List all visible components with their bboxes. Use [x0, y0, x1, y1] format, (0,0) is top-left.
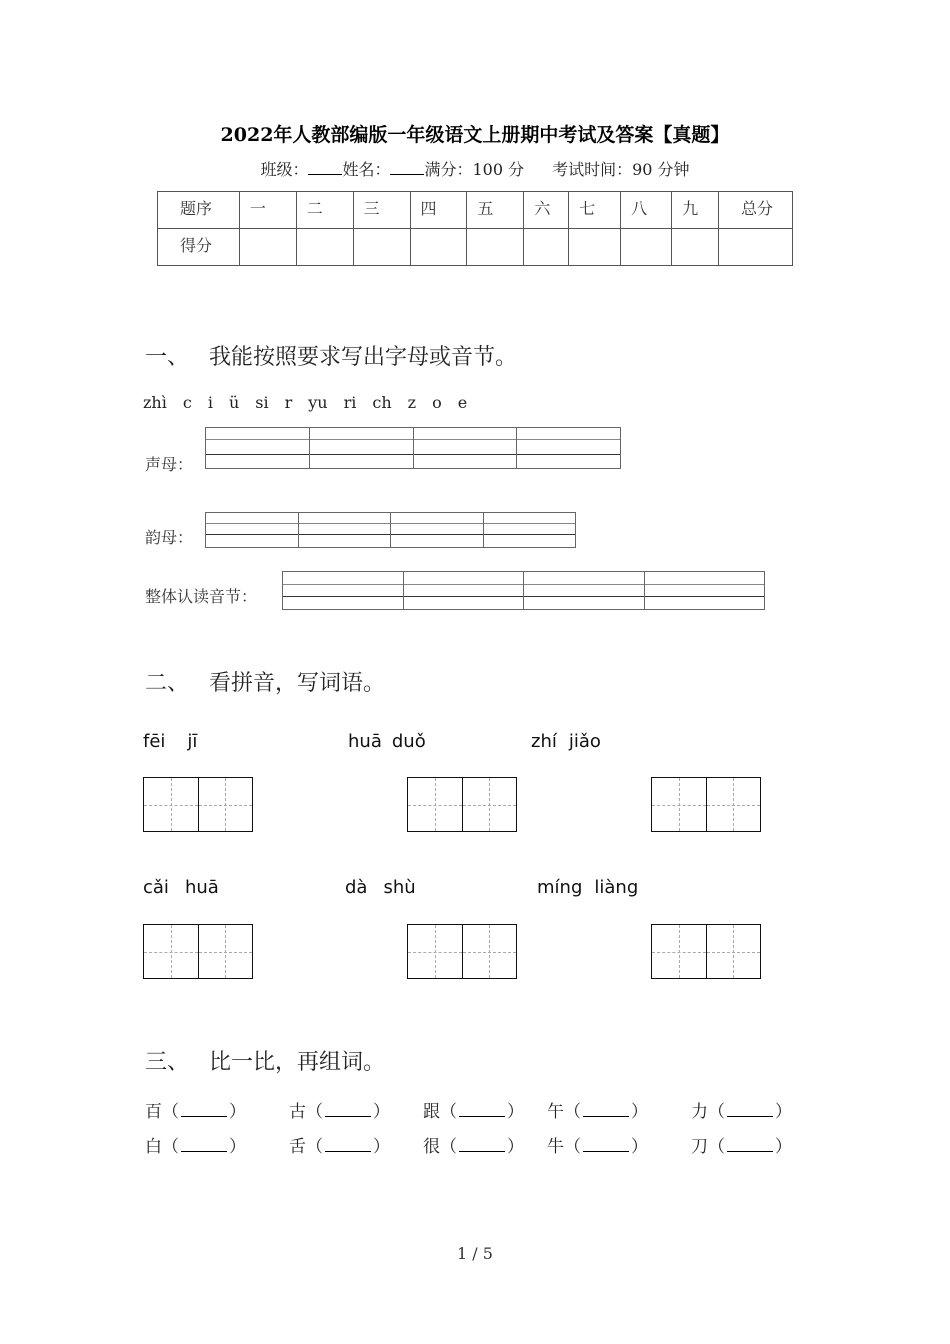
yunmu-writing-grid[interactable]: [205, 512, 576, 548]
score-input[interactable]: [719, 229, 793, 266]
compare-item: 牛（ ）: [547, 1137, 648, 1157]
score-cell: 二: [296, 192, 353, 229]
score-input[interactable]: [467, 229, 524, 266]
letter: yu: [308, 393, 328, 412]
section2-heading: [145, 666, 385, 697]
exam-time: 考试时间：90 分钟: [552, 160, 690, 179]
word-pinyin: dà shù: [345, 877, 416, 898]
letter: i: [207, 393, 213, 412]
score-cell: 总分: [719, 192, 793, 229]
section2-num: 二、: [145, 671, 190, 696]
letter: c: [182, 393, 192, 412]
word-pinyin: míng liàng: [537, 877, 639, 898]
shengmu-writing-grid[interactable]: [205, 427, 621, 469]
zhengti-label: 整体认读音节：: [145, 587, 258, 606]
score-input[interactable]: [524, 229, 569, 266]
name-label: 姓名：: [342, 160, 391, 179]
compare-item: 力（ ）: [691, 1102, 792, 1122]
score-row: [158, 229, 793, 266]
score-cell: 七: [569, 192, 621, 229]
page-title: 2022年人教部编版一年级语文上册期中考试及答案【真题】: [220, 124, 730, 146]
section2-title: 看拼音，写词语。: [209, 671, 386, 696]
tianzige-box[interactable]: [651, 777, 761, 832]
word-pinyin: fēi jī: [143, 731, 198, 752]
letter: ri: [343, 393, 357, 412]
score-cell: 九: [672, 192, 719, 229]
word-pinyin: cǎi huā: [143, 877, 219, 898]
tianzige-box[interactable]: [143, 777, 253, 832]
section1-num: 一、: [145, 345, 190, 370]
score-cell: 三: [353, 192, 410, 229]
yunmu-label: 韵母：: [145, 528, 194, 547]
score-input[interactable]: [569, 229, 621, 266]
score-cell: 八: [621, 192, 672, 229]
score-table: [157, 191, 793, 266]
score-input[interactable]: [410, 229, 467, 266]
compare-item: 午（ ）: [547, 1102, 648, 1122]
word-pinyin: huā duǒ: [348, 731, 426, 752]
letter: si: [255, 393, 269, 412]
shengmu-label: 声母：: [145, 455, 194, 474]
section1-heading: [145, 340, 517, 371]
zhengti-writing-grid[interactable]: [282, 571, 765, 610]
word-pinyin: zhí jiǎo: [531, 731, 601, 752]
letter-list: [143, 393, 483, 412]
section3-title: 比一比，再组词。: [209, 1050, 386, 1075]
compare-item: 古（ ）: [289, 1102, 390, 1122]
score-header-row: [158, 192, 793, 229]
tianzige-box[interactable]: [407, 924, 517, 979]
letter: z: [407, 393, 417, 412]
exam-info: [0, 157, 950, 180]
score-cell: 一: [239, 192, 296, 229]
tianzige-box[interactable]: [407, 777, 517, 832]
compare-item: 百（ ）: [145, 1102, 246, 1122]
section3-num: 三、: [145, 1050, 190, 1075]
page-number: 1 / 5: [457, 1244, 493, 1263]
full-score: 满分：100 分: [424, 160, 525, 179]
score-input[interactable]: [353, 229, 410, 266]
tianzige-box[interactable]: [143, 924, 253, 979]
name-blank: [390, 160, 424, 175]
score-input[interactable]: [239, 229, 296, 266]
letter: ch: [372, 393, 392, 412]
score-cell: 五: [467, 192, 524, 229]
compare-item: 很（ ）: [423, 1137, 524, 1157]
section3-heading: [145, 1045, 385, 1076]
compare-item: 舌（ ）: [289, 1137, 390, 1157]
score-cell: 题序: [158, 192, 240, 229]
score-input[interactable]: [296, 229, 353, 266]
tianzige-box[interactable]: [651, 924, 761, 979]
compare-item: 白（ ）: [145, 1137, 246, 1157]
letter: e: [457, 393, 468, 412]
letter: o: [432, 393, 442, 412]
letter: zhì: [143, 393, 167, 412]
compare-item: 跟（ ）: [423, 1102, 524, 1122]
class-blank: [308, 160, 342, 175]
compare-item: 刀（ ）: [691, 1137, 792, 1157]
score-input[interactable]: [621, 229, 672, 266]
letter: ü: [228, 393, 240, 412]
class-label: 班级：: [260, 160, 309, 179]
score-cell: 四: [410, 192, 467, 229]
section1-title: 我能按照要求写出字母或音节。: [209, 345, 518, 370]
letter: r: [284, 393, 293, 412]
score-input[interactable]: [672, 229, 719, 266]
score-cell: 六: [524, 192, 569, 229]
score-row-label: 得分: [158, 229, 240, 266]
